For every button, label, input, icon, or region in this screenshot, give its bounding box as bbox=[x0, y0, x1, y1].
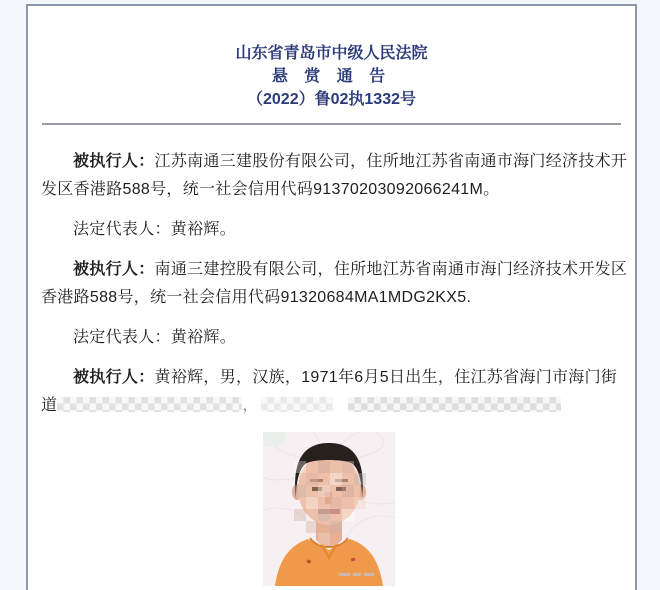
redacted-address-block bbox=[57, 397, 242, 412]
paragraph-executee-1 bbox=[41, 148, 628, 204]
document-body bbox=[41, 148, 628, 586]
executee-3-info: 黄裕辉，男，汉族，1971年6月5日出生，住江苏省海门市海门街 bbox=[154, 369, 618, 386]
executee-2-info-cont: 香港路588号，统一社会信用代码91320684MA1MDG2KX5. bbox=[41, 289, 472, 306]
legal-rep-1-text: 法定代表人：黄裕辉。 bbox=[73, 221, 237, 238]
notice-document-card bbox=[26, 4, 637, 590]
photo-watermark-mark bbox=[339, 573, 374, 576]
executee-label: 被执行人： bbox=[73, 369, 155, 386]
case-number: （2022）鲁02执1332号 bbox=[247, 91, 416, 108]
notice-title: 悬 赏 通 告 bbox=[271, 68, 392, 85]
executee-label: 被执行人： bbox=[73, 153, 155, 170]
redacted-id-label-block bbox=[261, 397, 333, 412]
legal-rep-2-text: 法定代表人：黄裕辉。 bbox=[73, 329, 237, 346]
header-divider bbox=[42, 123, 621, 125]
paragraph-legal-rep-1 bbox=[41, 216, 617, 244]
court-name: 山东省青岛市中级人民法院 bbox=[235, 45, 428, 62]
paragraph-executee-3 bbox=[41, 364, 617, 420]
document-header bbox=[28, 42, 635, 111]
executee-3-redacted-line bbox=[41, 392, 617, 420]
executee-1-info: 江苏南通三建股份有限公司，住所地江苏省南通市海门经济技术开 bbox=[154, 153, 628, 170]
executee-1-info-cont: 发区香港路588号，统一社会信用代码91370203092066241M。 bbox=[41, 181, 500, 198]
redacted-separator: ， bbox=[242, 397, 259, 414]
executee-2-info: 南通三建控股有限公司，住所地江苏省南通市海门经济技术开发区 bbox=[154, 261, 628, 278]
portrait-photo bbox=[263, 432, 395, 586]
address-prefix: 道 bbox=[41, 397, 58, 414]
paragraph-executee-2 bbox=[41, 256, 628, 312]
redacted-id-number-block bbox=[348, 397, 561, 412]
executee-label: 被执行人： bbox=[73, 261, 155, 278]
paragraph-legal-rep-2 bbox=[41, 324, 617, 352]
